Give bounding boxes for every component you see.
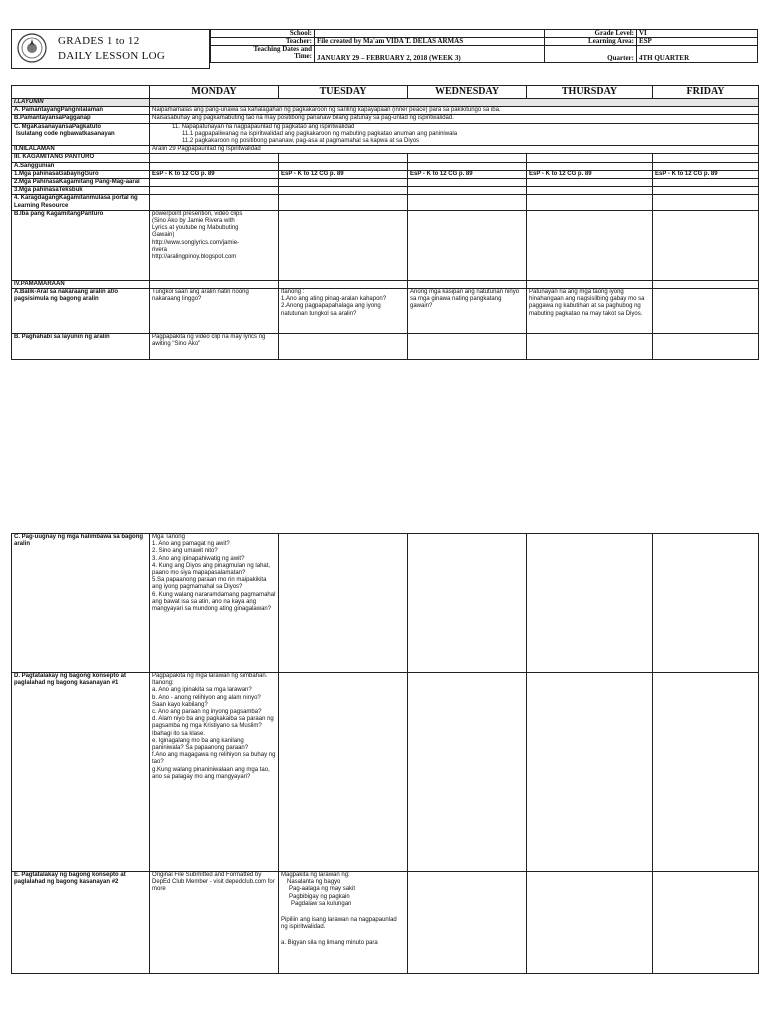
title-line-2: DAILY LESSON LOG — [58, 50, 166, 62]
school-value — [315, 30, 545, 38]
quarter-value: 4TH QUARTER — [637, 46, 758, 63]
day-header-thursday: THURSDAY — [527, 86, 653, 99]
pagtatalakay-line: e. Iginagalang mo ba ang kanilang paniniwala? Sa papaanong paraan? — [152, 737, 249, 752]
section-row-layunin — [12, 99, 759, 107]
day-header-row — [12, 86, 759, 99]
deped-seal-icon — [17, 33, 47, 63]
kagamitan-line: rivera — [152, 246, 168, 253]
title-block — [11, 29, 210, 69]
balik-aral-wednesday: Anong mga kasipan ang natutunan ninyo sa mga ginawa nating pangkatang gawain? — [408, 289, 527, 334]
pagtatalakay-line: f.Ano ang magagawa ng relihiyon sa buhay ng tao? — [152, 752, 276, 766]
tanong-line: Mga Tanong — [152, 534, 185, 540]
learning-area-value: ESP — [637, 38, 758, 46]
section-label-kagamitan: III. KAGAMITANG PANTURO — [12, 154, 150, 162]
larawan-item: Nasalanta ng bagyo — [287, 879, 341, 886]
kasanayan-line-11-2: 11.2 pagkakaroon ng positibong pananaw, pag-asa at pagmamahal sa kapwa at sa Diyos — [182, 138, 420, 145]
paghahabi-label: B. Paghahabi sa layunin ng aralin — [12, 334, 150, 360]
header-info-table — [210, 29, 758, 63]
sanggunian-label: A.Sanggunian — [12, 162, 150, 170]
kagamitan-line: (Sino Ako by Jamie Rivera with — [152, 218, 235, 225]
section-row-pamamaraan — [12, 280, 759, 288]
day-header-wednesday: WEDNESDAY — [408, 86, 527, 99]
kasanayan-sa-pagkatuto-label — [12, 123, 150, 146]
school-label: School: — [211, 30, 315, 38]
row-kasanayan-sa-pagkatuto — [12, 123, 759, 146]
title-line-1: GRADES 1 to 12 — [58, 35, 140, 47]
kasanayan-line-11-1: 11.1 pagpapaliwanag na ispiritwalidad ang pagkakaroon ng mabuting pagkatao anuman ang paniniwala — [182, 130, 458, 137]
balik-aral-line: 1.Ano ang ating pinag-aralan kahapon? — [281, 296, 387, 303]
pagtatalakay-line: c. Ano ang paraan ng inyong pagsamba? — [152, 709, 262, 716]
iba-pang-kagamitan-monday — [150, 210, 279, 280]
kagamitan-line: Gawain) — [152, 232, 175, 239]
grade-level-value: VI — [637, 30, 758, 38]
gabay-ref-thursday: EsP - K to 12 CG p. 89 — [527, 170, 653, 178]
row-pagtatalakay-2 — [12, 872, 759, 974]
kagamitan-line: powerpoint presention, video clips — [152, 210, 243, 217]
section-label-pamamaraan: IV.PAMAMARAAN — [12, 280, 150, 288]
row-iba-pang-kagamitan — [12, 210, 759, 280]
pagtatalakay-line: a. Ano ang ipinakita sa mga larawan? — [152, 687, 252, 694]
pagtatalakay-line: Pagpapakita ng mga larawan ng simbahan. — [152, 673, 268, 679]
pamantayang-pangnilalaman-text: Naipamamalas ang pang-unawa sa kahalagahan ng pagkakaroon ng sariling kapayapaan (inner peace) para sa pakikitungo sa iba. — [150, 107, 759, 115]
kagamitan-line: Lyrics at youtube ng Mabubuting — [152, 225, 239, 232]
lesson-log-table-part1 — [11, 85, 759, 360]
balik-aral-line: 2.Anong pagpapapahalaga ang iyong natutunan tungkol sa aralin? — [281, 303, 381, 317]
balik-aral-line: Itanong : — [281, 289, 305, 296]
row-pag-uugnay — [12, 534, 759, 673]
gabay-ng-guro-label: 1.Mga pahinasaGabayngGuro — [12, 170, 150, 178]
teaching-dates-label-line2: Time: — [294, 52, 312, 60]
row-paghahabi — [12, 334, 759, 360]
kasanayan-label-line2: Isulatang code ngbawatkasanayan — [16, 130, 115, 137]
tanong-line: 6. Kung walang nararamdamang pagmamahal ang bawat isa sa atin, ano na kaya ang mangyayari sa mundong ating ginagalawan? — [152, 591, 276, 613]
tanong-line: 4. Kung ang Diyos ang pinagmulan ng lahat, paano mo siya mapapasalamatan? — [152, 562, 271, 577]
row-nilalaman — [12, 146, 759, 154]
row-balik-aral — [12, 289, 759, 334]
gabay-ref-friday: EsP - K to 12 CG p. 89 — [653, 170, 759, 178]
watermark-note: Original File Submitted and Formatted by DepEd Club Member - visit depedclub.com for more — [152, 872, 275, 893]
corner-cell — [12, 86, 150, 99]
balik-aral-thursday: Patunayan na ang mga taong iyong hinahangaan ang nagsisilbing gabay mo sa paggawa ng kabutihan at sa paghubog ng mabuting pagkatao na may takot sa Diyos. — [527, 289, 653, 334]
gabay-ref-wednesday: EsP - K to 12 CG p. 89 — [408, 170, 527, 178]
section-label-layunin: I.LAYUNIN — [12, 99, 150, 107]
gabay-ref-tuesday: EsP - K to 12 CG p. 89 — [279, 170, 408, 178]
day-header-monday: MONDAY — [150, 86, 279, 99]
row-kagamitang-pang-mag-aaral — [12, 179, 759, 187]
pamantayan-sa-pagganap-text: Naisasabuhay ang pagkamabuting tao na may positibong pananaw bilang patunay sa pag-unlad ng ispiritwalidad. — [150, 115, 759, 123]
teaching-dates-value: JANUARY 29 – FEBRUARY 2, 2018 (WEEK 3) — [315, 46, 545, 63]
teacher-label: Teacher: — [211, 38, 315, 46]
kasanayan-label-line1: C. MgaKasanayansaPagkatuto — [14, 123, 102, 130]
larawan-item: Pag-aalaga ng may sakit — [289, 886, 356, 893]
section-row-kagamitan — [12, 154, 759, 162]
pagtatalakay-2-monday — [150, 872, 279, 974]
tanong-line: 2. Sino ang umawit nito? — [152, 548, 218, 555]
kagamitan-line: http://www.songlyrics.com/jamie- — [152, 239, 240, 246]
row-sanggunian — [12, 162, 759, 170]
balik-aral-label: A.Balik-Aral sa nakaraang aralin at/o pagsisimula ng bagong aralin — [12, 289, 150, 334]
nilalaman-label: II.NILALAMAN — [12, 146, 150, 154]
pamantayan-sa-pagganap-label: B.PamantayansaPagganap — [12, 115, 150, 123]
larawan-item: Pagbibigay ng pagkain — [289, 893, 350, 900]
pagtatalakay-line: Itanong: — [152, 680, 174, 687]
pagtatalakay-line: b. Ano - anong relihiyon ang alam ninyo? Saan kayo kabilang? — [152, 694, 261, 708]
lesson-log-table-part2 — [11, 533, 759, 974]
tanong-line: 3. Ano ang ipinapahiwatig ng awit? — [152, 555, 245, 562]
day-header-tuesday: TUESDAY — [279, 86, 408, 99]
iba-pang-kagamitan-label: B.Iba pang KagamitangPanturo — [12, 210, 150, 280]
pagtatalakay-line: d. Alam niyo ba ang pagkakaiba sa paraan ng pagsamba ng mga Kristiyano sa Muslim? Ibahagi ito sa klase. — [152, 716, 274, 737]
teaching-dates-label — [211, 46, 315, 63]
larawan-item: Pagdalaw sa kulungan — [291, 900, 352, 907]
row-gabay-ng-guro — [12, 170, 759, 178]
grade-level-label: Grade Level: — [545, 30, 637, 38]
tanong-line: 5.Sa papaanong paraan mo rin maipakikita ang iyong pagmamahal sa Diyos? — [152, 577, 267, 591]
teaching-dates-label-line1: Teaching Dates and — [253, 45, 312, 53]
quarter-label: Quarter: — [545, 46, 637, 63]
row-pamantayang-pangnilalaman — [12, 107, 759, 115]
pagtatalakay-line: g.Kung walang pinaniniwalaan ang mga tao, ano sa palagay mo ang mangyayari? — [152, 766, 270, 780]
kagamitan-line: http://aralingpinoy.blogspot.com — [152, 254, 237, 261]
larawan-intro: Magpakita ng larawan ng: — [281, 872, 350, 878]
pamantayang-pangnilalaman-label: A. PamantayangPangnilalaman — [12, 107, 150, 115]
learning-resource-portal-label: 4. KaragdagangKagamitanmulasa portal ng Learning Resource — [12, 195, 150, 210]
row-pamantayan-sa-pagganap — [12, 115, 759, 123]
tanong-line: 1. Ano ang pamagat ng awit? — [152, 541, 230, 548]
paghahabi-monday: Pagpapakita ng video clip na may lyrics ng awiting "Sino Ako" — [150, 334, 279, 360]
pagtatalakay-2-label: E. Pagtatalakay ng bagong konsepto at paglalahad ng bagong kasanayan #2 — [12, 872, 150, 974]
pagtatalakay-2-tuesday — [279, 872, 408, 974]
balik-aral-monday: Tungkol saan ang aralin natin noong nakaraang linggo? — [150, 289, 279, 334]
row-teksbuk — [12, 187, 759, 195]
row-pagtatalakay-1 — [12, 673, 759, 872]
kasanayan-sa-pagkatuto-text — [150, 123, 759, 146]
pag-uugnay-label: C. Pag-uugnay ng mga halimbawa sa bagong aralin — [12, 534, 150, 673]
learning-area-label: Learning Area: — [545, 38, 637, 46]
larawan-task: Pipiliin ang isang larawan na nagpapaunlad ng ispiritwalidad. — [281, 917, 397, 931]
pag-uugnay-monday — [150, 534, 279, 673]
day-header-friday: FRIDAY — [653, 86, 759, 99]
kagamitang-pang-mag-aaral-label: 2.Mga PahinasaKagamitang Pang-Mag-aaral — [12, 179, 150, 187]
pagtatalakay-1-monday — [150, 673, 279, 872]
teksbuk-label: 3.Mga pahinasaTeksbuk — [12, 187, 150, 195]
pagtatalakay-1-label: D. Pagtatalakay ng bagong konsepto at paglalahad ng bagong kasanayan #1 — [12, 673, 150, 872]
nilalaman-text: Aralin 29 Pagpapaunlad ng Ispiritwalidad — [150, 146, 759, 154]
row-learning-resource-portal — [12, 195, 759, 210]
larawan-more: a. Bigyan sila ng limang minuto para — [281, 940, 378, 947]
balik-aral-tuesday — [279, 289, 408, 334]
gabay-ref-monday: EsP - K to 12 CG p. 89 — [150, 170, 279, 178]
kasanayan-line-11: 11. Napapatunayan na nagpapaunlad ng pagkatao ang ispiritwalidad — [172, 123, 355, 130]
teacher-value: File created by Ma'am VIDA T. DELAS ARMAS — [315, 38, 545, 46]
